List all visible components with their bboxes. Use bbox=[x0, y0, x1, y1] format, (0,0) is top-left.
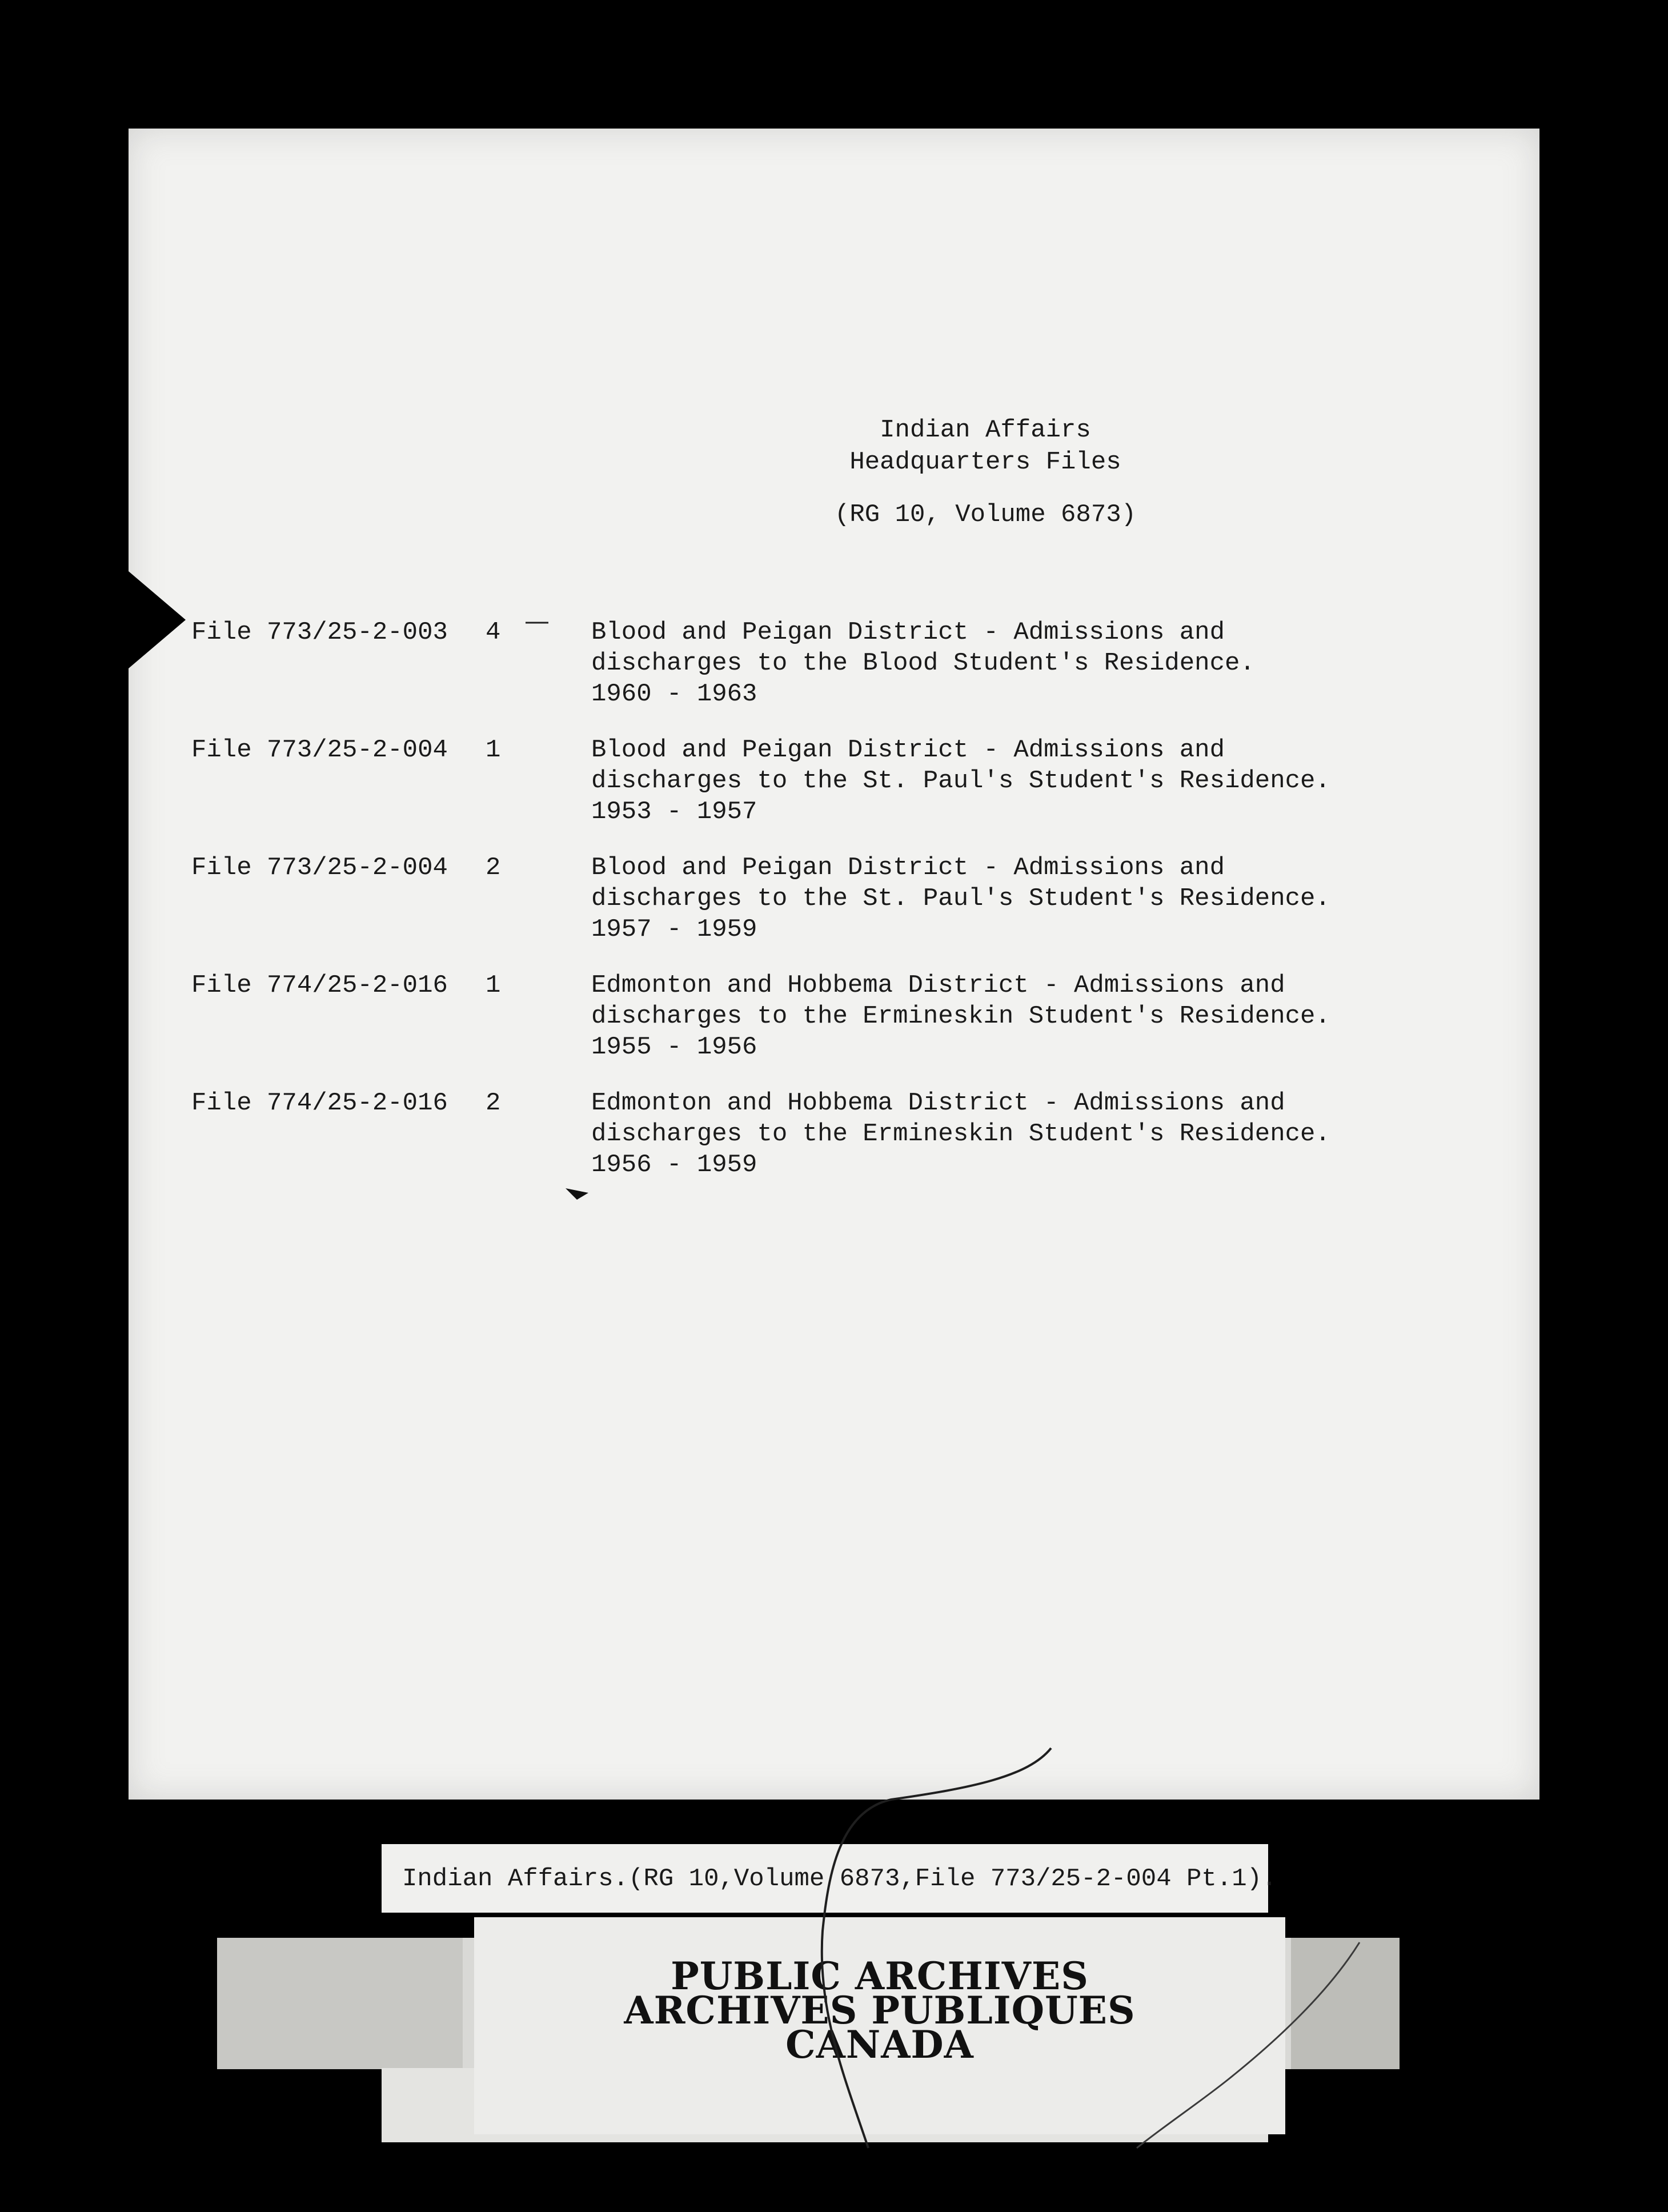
archive-stamp bbox=[474, 1917, 1285, 2134]
description-line: Blood and Peigan District - Admissions and bbox=[591, 736, 1225, 764]
file-entry bbox=[129, 970, 1539, 1073]
description-line: Blood and Peigan District - Admissions and bbox=[591, 853, 1225, 882]
microfilm-label-strip bbox=[382, 1844, 1277, 1913]
file-number: File 773/25-2-004 bbox=[191, 853, 448, 882]
file-description bbox=[591, 1088, 1477, 1180]
description-line: Edmonton and Hobbema District - Admissions and bbox=[591, 1089, 1285, 1117]
description-line: discharges to the St. Paul's Student's Residence. bbox=[591, 767, 1330, 795]
file-part: 2 bbox=[486, 1089, 501, 1117]
file-number: File 774/25-2-016 bbox=[191, 971, 448, 1000]
description-line: Blood and Peigan District - Admissions and bbox=[591, 618, 1225, 647]
description-line: Edmonton and Hobbema District - Admissions and bbox=[591, 971, 1285, 1000]
file-part: 2 bbox=[486, 853, 501, 882]
document-page bbox=[129, 129, 1539, 1800]
date-range: 1955 - 1956 bbox=[591, 1033, 757, 1061]
file-description bbox=[591, 970, 1477, 1063]
file-part: 1 bbox=[486, 736, 501, 764]
stamp-line: PUBLIC ARCHIVES bbox=[671, 1954, 1089, 1998]
header-subtitle: Headquarters Files bbox=[849, 448, 1121, 476]
file-entry bbox=[129, 852, 1539, 955]
file-description bbox=[591, 735, 1477, 827]
file-description bbox=[591, 852, 1477, 945]
description-line: discharges to the Ermineskin Student's Residence. bbox=[591, 1002, 1330, 1031]
band-left-tab bbox=[217, 1938, 463, 2069]
file-entry bbox=[129, 735, 1539, 837]
file-entry bbox=[129, 1088, 1539, 1191]
date-range: 1953 - 1957 bbox=[591, 798, 757, 826]
selection-arrow-marker bbox=[129, 571, 186, 668]
description-line: discharges to the Blood Student's Residence. bbox=[591, 649, 1255, 678]
header-title: Indian Affairs bbox=[880, 416, 1091, 444]
stamp-line: ARCHIVES PUBLIQUES bbox=[624, 1988, 1136, 2033]
file-number: File 774/25-2-016 bbox=[191, 1089, 448, 1117]
microfilm-label: Indian Affairs.(RG 10,Volume 6873,File 773/25-2-004 Pt.1). bbox=[402, 1865, 1277, 1893]
file-number: File 773/25-2-003 bbox=[191, 618, 448, 647]
description-line: discharges to the St. Paul's Student's Residence. bbox=[591, 884, 1330, 913]
stamp-line: CANADA bbox=[785, 2022, 974, 2067]
file-number: File 773/25-2-004 bbox=[191, 736, 448, 764]
file-description bbox=[591, 617, 1477, 710]
header-reference: (RG 10, Volume 6873) bbox=[834, 500, 1137, 529]
file-part: 4 bbox=[486, 618, 501, 647]
band-right-tab bbox=[1291, 1938, 1400, 2069]
description-line: discharges to the Ermineskin Student's Residence. bbox=[591, 1120, 1330, 1148]
file-entry bbox=[129, 617, 1539, 720]
date-range: 1956 - 1959 bbox=[591, 1151, 757, 1179]
date-range: 1960 - 1963 bbox=[591, 680, 757, 708]
date-range: 1957 - 1959 bbox=[591, 915, 757, 944]
file-part: 1 bbox=[486, 971, 501, 1000]
